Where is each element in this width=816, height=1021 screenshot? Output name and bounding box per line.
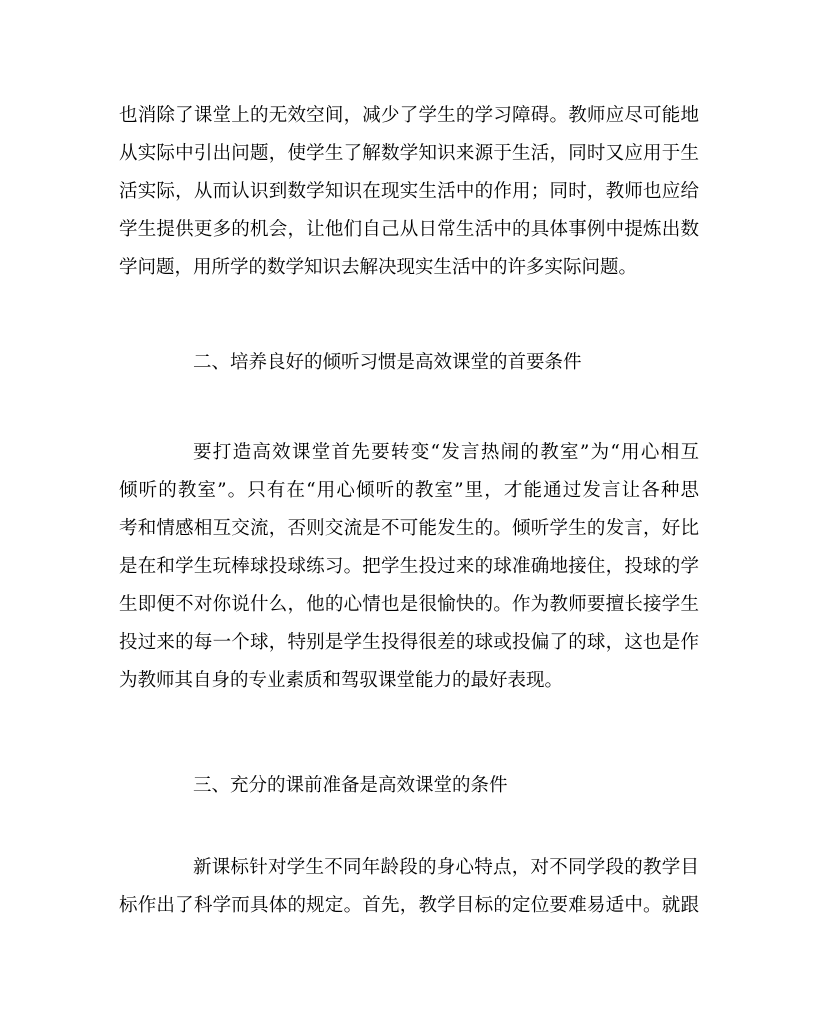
paragraph-3-line-2: 标作出了科学而具体的规定。首先，教学目标的定位要难易适中。就跟 (119, 895, 699, 916)
paragraph-1-line-2: 从实际中引出问题，使学生了解数学知识来源于生活，同时又应用于生 (119, 143, 699, 164)
paragraph-2-line-5: 生即便不对你说什么，他的心情也是很愉快的。作为教师要擅长接学生 (119, 594, 699, 615)
paragraph-2-line-3: 考和情感相互交流，否则交流是不可能发生的。倾听学生的发言，好比 (119, 518, 699, 539)
paragraph-3-line-1: 新课标针对学生不同年龄段的身心特点，对不同学段的教学目 (193, 857, 699, 878)
paragraph-1-line-3: 活实际，从而认识到数学知识在现实生活中的作用；同时，教师也应给 (119, 181, 699, 202)
paragraph-2-line-1: 要打造高效课堂首先要转变“发言热闹的教室”为“用心相互 (193, 442, 699, 463)
section-heading-3: 三、充分的课前准备是高效课堂的条件 (193, 775, 508, 796)
paragraph-1-line-4: 学生提供更多的机会，让他们自己从日常生活中的具体事例中提炼出数 (119, 219, 699, 240)
paragraph-1-line-5: 学问题，用所学的数学知识去解决现实生活中的许多实际问题。 (119, 257, 638, 278)
paragraph-2-line-2: 倾听的教室”。只有在“用心倾听的教室”里，才能通过发言让各种思 (119, 480, 699, 501)
section-heading-2: 二、培养良好的倾听习惯是高效课堂的首要条件 (193, 352, 582, 373)
paragraph-2-line-4: 是在和学生玩棒球投球练习。把学生投过来的球准确地接住，投球的学 (119, 556, 699, 577)
paragraph-2-line-7: 为教师其自身的专业素质和驾驭课堂能力的最好表现。 (119, 670, 564, 691)
paragraph-1-line-1: 也消除了课堂上的无效空间，减少了学生的学习障碍。教师应尽可能地 (119, 105, 699, 126)
paragraph-2-line-6: 投过来的每一个球，特别是学生投得很差的球或投偏了的球，这也是作 (119, 632, 699, 653)
